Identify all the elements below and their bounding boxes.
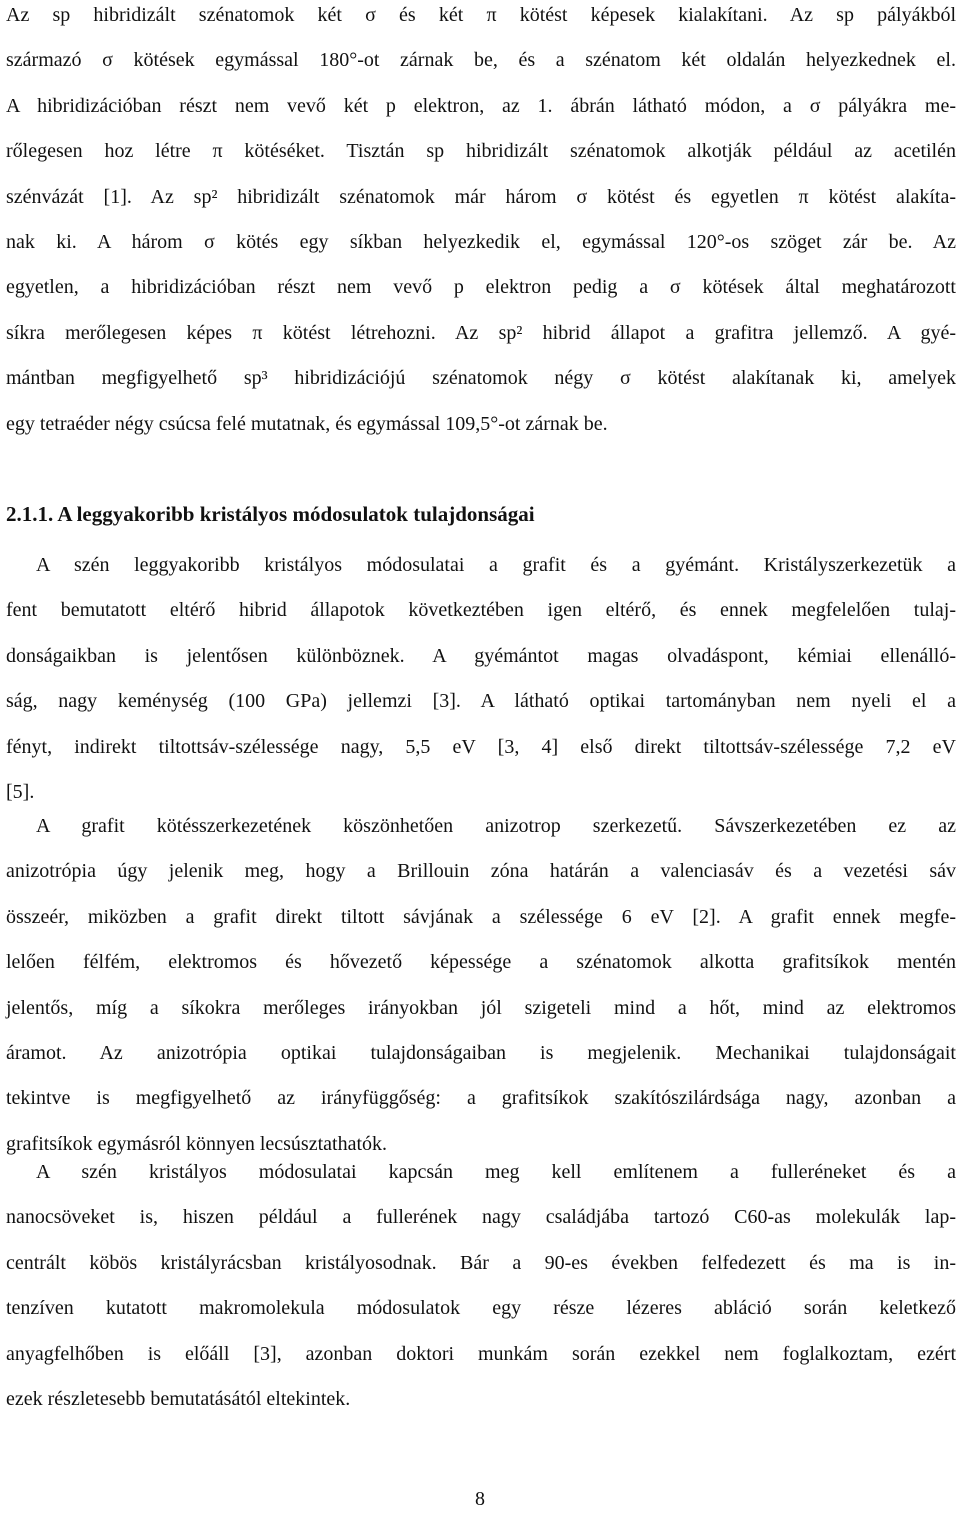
text-line: ság, nagy keménység (100 GPa) jellemzi [3]. A látható optikai tartományban nem nyeli el a [6, 690, 956, 713]
paragraph-crystal-modifications [6, 543, 956, 815]
text-line: A szén kristályos módosulatai kapcsán meg kell említenem a fulleréneket és a [36, 1161, 956, 1183]
text-line: fent bemutatott eltérő hibrid állapotok következtében igen eltérő, és ennek megfelelően tulaj- [6, 599, 956, 622]
text-line: összeér, miközben a grafit direkt tiltott sávjának a szélessége 6 eV [2]. A grafit ennek megfe- [6, 905, 956, 928]
text-line: A grafit kötésszerkezetének köszönhetően anizotrop szerkezetű. Sávszerkezetében ez az [36, 815, 956, 837]
text-line: lelően félfém, elektromos és hővezető képessége a szénatomok alkotta grafitsíkok mentén [6, 951, 956, 974]
text-line: áramot. Az anizotrópia optikai tulajdonságaiban is megjelenik. Mechanikai tulajdonságait [6, 1041, 956, 1064]
text-line: rőlegesen hoz létre π kötéséket. Tisztán sp hibridizált szénatomok alkotják például az acetilén [6, 140, 956, 163]
paragraph-sp-hybridization [6, 0, 956, 447]
text-line: egyetlen, a hibridizációban részt nem vevő p elektron pedig a σ kötések által meghatározott [6, 276, 956, 299]
text-line: síkra merőlegesen képes π kötést létrehozni. Az sp² hibrid állapot a grafitra jellemző. A gyé- [6, 321, 956, 344]
text-line: szénvázát [1]. Az sp² hibridizált szénatomok már három σ kötést és egyetlen π kötést alakíta- [6, 185, 956, 208]
text-line: donságaikban is jelentősen különböznek. A gyémántot magas olvadáspont, kémiai ellenálló- [6, 644, 956, 667]
text-line: tenzíven kutatott makromolekula módosulatok egy része lézeres abláció során keletkező [6, 1297, 956, 1320]
text-line: egy tetraéder négy csúcsa felé mutatnak, és egymással 109,5°-ot zárnak be. [6, 412, 608, 435]
text-line: ezek részletesebb bemutatásától eltekintek. [6, 1387, 351, 1410]
text-line: fényt, indirekt tiltottsáv-szélessége nagy, 5,5 eV [3, 4] első direkt tiltottsáv-szélessége 7,2 eV [6, 735, 956, 758]
paragraph-fullerenes [6, 1150, 956, 1422]
text-line: A hibridizációban részt nem vevő két p elektron, az 1. ábrán látható módon, a σ pályákra me- [6, 94, 956, 117]
text-line: [5]. [6, 780, 35, 803]
paragraph-graphite [6, 804, 956, 1167]
text-line: származó σ kötések egymással 180°-ot zárnak be, és a szénatom két oldalán helyezkednek el. [6, 49, 956, 72]
text-line: A szén leggyakoribb kristályos módosulatai a grafit és a gyémánt. Kristályszerkezetük a [36, 554, 956, 576]
text-line: Az sp hibridizált szénatomok két σ és két π kötést képesek kialakítani. Az sp pályákból [6, 4, 956, 26]
text-line: nanocsöveket is, hiszen például a fullerének nagy családjába tartozó C60-as molekulák lap- [6, 1206, 956, 1229]
text-line: mántban megfigyelhető sp³ hibridizációjú szénatomok négy σ kötést alakítanak ki, amelyek [6, 367, 956, 390]
text-line: jelentős, míg a síkokra merőleges irányokban jól szigeteli mind a hőt, mind az elektromos [6, 996, 956, 1019]
page-number: 8 [475, 1488, 485, 1510]
text-line: anizotrópia úgy jelenik meg, hogy a Brillouin zóna határán a valenciasáv és a vezetési sáv [6, 860, 956, 883]
text-line: nak ki. A három σ kötés egy síkban helyezkedik el, egymással 120°-os szöget zár be. Az [6, 230, 956, 253]
text-line: tekintve is megfigyelhető az irányfüggőség: a grafitsíkok szakítószilárdsága nagy, azonban a [6, 1087, 956, 1110]
section-heading: 2.1.1. A leggyakoribb kristályos módosulatok tulajdonságai [6, 502, 535, 526]
text-line: anyagfelhőben is előáll [3], azonban doktori munkám során ezekkel nem foglalkoztam, ezért [6, 1342, 956, 1365]
text-line: grafitsíkok egymásról könnyen lecsúsztathatók. [6, 1132, 388, 1155]
text-line: centrált köbös kristályrácsban kristályosodnak. Bár a 90-es években felfedezett és ma is in- [6, 1251, 956, 1274]
